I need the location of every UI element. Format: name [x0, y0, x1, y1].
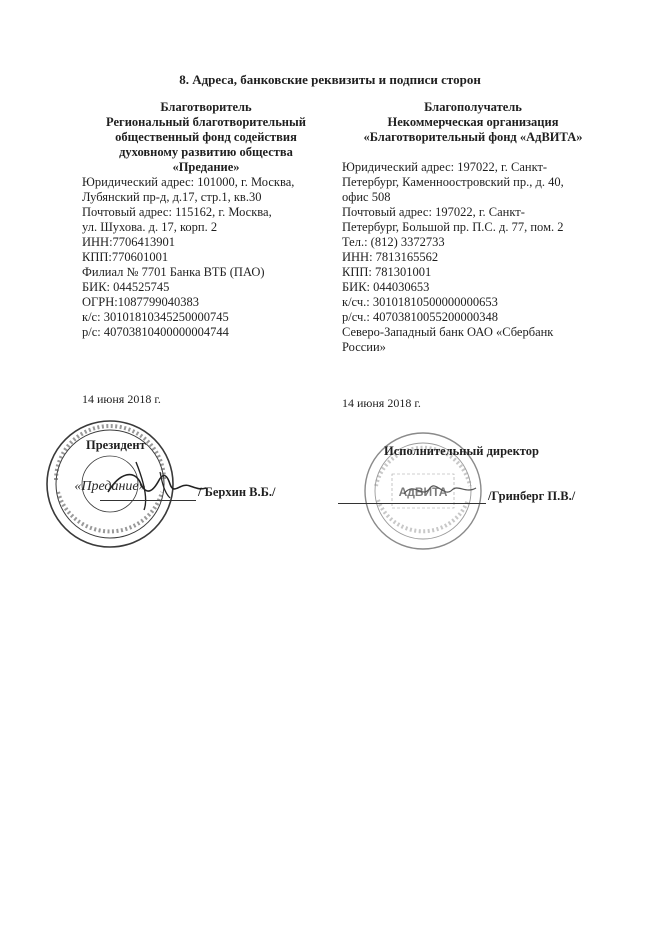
- stamp-text: АдВИТА: [398, 485, 448, 499]
- benefactor-detail: ИНН:7706413901: [82, 235, 176, 249]
- beneficiary-detail: БИК: 044030653: [342, 280, 430, 294]
- benefactor-detail: КПП:770601001: [82, 250, 169, 264]
- section-title: 8. Адреса, банковские реквизиты и подписи сторон: [179, 72, 481, 87]
- beneficiary-detail: Петербург, Большой пр. П.С. д. 77, пом. 2: [342, 220, 564, 234]
- stamp-text: «Предание»: [74, 479, 146, 494]
- benefactor-org-line: Региональный благотворительный: [106, 115, 306, 129]
- beneficiary-column: [342, 100, 600, 355]
- benefactor-detail: Лубянский пр-д, д.17, стр.1, кв.30: [82, 190, 262, 204]
- benefactor-detail: Юридический адрес: 101000, г. Москва,: [82, 175, 295, 189]
- beneficiary-detail: Тел.: (812) 3372733: [342, 235, 445, 249]
- benefactor-org-line: духовному развитию общества: [119, 145, 293, 159]
- beneficiary-org-line: Некоммерческая организация: [387, 115, 559, 129]
- benefactor-org-line: «Предание»: [172, 160, 240, 174]
- beneficiary-detail: к/сч.: 30101810500000000653: [342, 295, 498, 309]
- benefactor-detail: к/с: 30101810345250000745: [82, 310, 229, 324]
- beneficiary-detail: офис 508: [342, 190, 391, 204]
- beneficiary-role: Благополучатель: [424, 100, 522, 114]
- benefactor-date: 14 июня 2018 г.: [82, 392, 161, 406]
- beneficiary-signer-title: Исполнительный директор: [384, 444, 539, 458]
- beneficiary-detail: р/сч.: 40703810055200000348: [342, 310, 499, 324]
- beneficiary-detail: Почтовый адрес: 197022, г. Санкт-: [342, 205, 525, 219]
- benefactor-detail: ОГРН:1087799040383: [82, 295, 199, 309]
- beneficiary-signature-icon: [400, 470, 480, 510]
- beneficiary-org-line: «Благотворительный фонд «АдВИТА»: [363, 130, 583, 144]
- benefactor-signer-name: / Берхин В.Б./: [198, 485, 276, 499]
- benefactor-detail: Филиал № 7701 Банка ВТБ (ПАО): [82, 265, 265, 279]
- benefactor-signature-icon: [100, 452, 210, 512]
- benefactor-role: Благотворитель: [160, 100, 252, 114]
- benefactor-detail: р/с: 40703810400000004744: [82, 325, 229, 339]
- benefactor-signature-line: [100, 500, 196, 501]
- beneficiary-detail: КПП: 781301001: [342, 265, 432, 279]
- beneficiary-detail: России»: [342, 340, 386, 354]
- beneficiary-detail: Юридический адрес: 197022, г. Санкт-: [342, 160, 548, 174]
- benefactor-signer-title: Президент: [86, 438, 146, 452]
- beneficiary-detail: Петербург, Каменноостровский пр., д. 40,: [342, 175, 564, 189]
- spacer: [342, 145, 600, 160]
- benefactor-detail: Почтовый адрес: 115162, г. Москва,: [82, 205, 272, 219]
- beneficiary-detail: Северо-Западный банк ОАО «Сбербанк: [342, 325, 554, 339]
- benefactor-detail: БИК: 044525745: [82, 280, 170, 294]
- beneficiary-signer-name: /Гринберг П.В./: [488, 489, 576, 503]
- beneficiary-signature-line: [338, 503, 486, 504]
- benefactor-org-line: общественный фонд содействия: [115, 130, 297, 144]
- beneficiary-date: 14 июня 2018 г.: [342, 396, 421, 410]
- benefactor-column: [82, 100, 332, 340]
- beneficiary-detail: ИНН: 7813165562: [342, 250, 439, 264]
- benefactor-detail: ул. Шухова. д. 17, корп. 2: [82, 220, 218, 234]
